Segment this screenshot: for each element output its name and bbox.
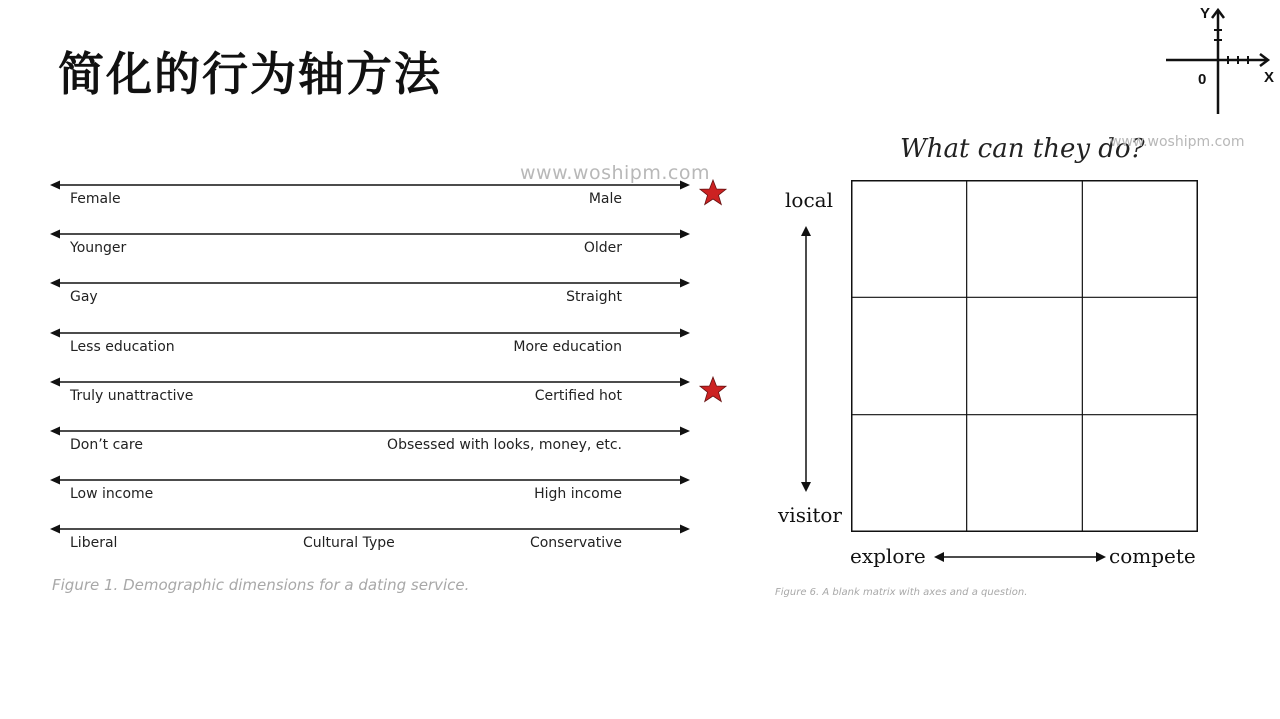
dimension-right-label: Straight [566,289,622,306]
figure-caption: Figure 6. A blank matrix with axes and a question. [775,587,1028,598]
x-axis-right-label: compete [1109,544,1196,568]
dimension-right-label: Certified hot [534,387,622,404]
dimension-row [48,326,738,366]
origin-label: 0 [1198,71,1207,88]
horizontal-double-arrow [934,549,1106,565]
dimension-row [48,522,738,562]
dimension-left-label: Don’t care [70,437,143,453]
watermark: www.woshipm.com [1110,134,1245,150]
dimension-row [48,276,738,316]
dimension-left-label: Female [70,191,121,207]
dimension-right-label: More education [513,338,622,355]
dimension-left-label: Gay [70,289,98,306]
matrix-question: What can they do? [900,134,1145,164]
dimension-row [48,375,738,415]
blank-matrix-figure [770,130,1270,610]
double-arrow-axis [48,326,698,340]
dimension-row [48,424,738,464]
xy-axis-icon [1160,4,1278,120]
dimension-left-label: Less education [70,338,175,355]
page-title: 简化的行为轴方法 [58,47,442,101]
matrix-grid [851,180,1198,532]
double-arrow-axis [48,227,698,241]
dimension-right-label: Male [588,191,622,207]
double-arrow-axis [48,178,698,192]
x-axis-left-label: explore [850,544,926,568]
x-axis-letter: X [1264,69,1275,86]
dimension-left-label: Younger [70,240,127,257]
dimension-left-label: Liberal [70,535,118,552]
dimension-center-label: Cultural Type [303,535,395,552]
dimension-right-label: Conservative [529,535,622,552]
dimension-left-label: Truly unattractive [70,387,194,404]
double-arrow-axis [48,424,698,438]
dimension-right-label: High income [534,486,622,503]
star-icon [698,178,728,208]
dimension-right-label: Older [583,240,622,257]
figure-caption: Figure 1. Demographic dimensions for a dating service. [52,576,470,594]
dimension-left-label: Low income [70,486,154,503]
demographic-dimensions-figure [48,160,738,610]
double-arrow-axis [48,473,698,487]
vertical-double-arrow [798,226,814,492]
dimension-row [48,178,738,218]
y-axis-letter: Y [1200,5,1211,22]
double-arrow-axis [48,276,698,290]
double-arrow-axis [48,375,698,389]
y-axis-top-label: local [785,188,833,212]
dimension-row [48,473,738,513]
watermark: www.woshipm.com [520,162,710,184]
star-icon [698,375,728,405]
y-axis-bottom-label: visitor [778,503,842,527]
dimension-row [48,227,738,267]
double-arrow-axis [48,522,698,536]
dimension-right-label: Obsessed with looks, money, etc. [387,437,622,453]
